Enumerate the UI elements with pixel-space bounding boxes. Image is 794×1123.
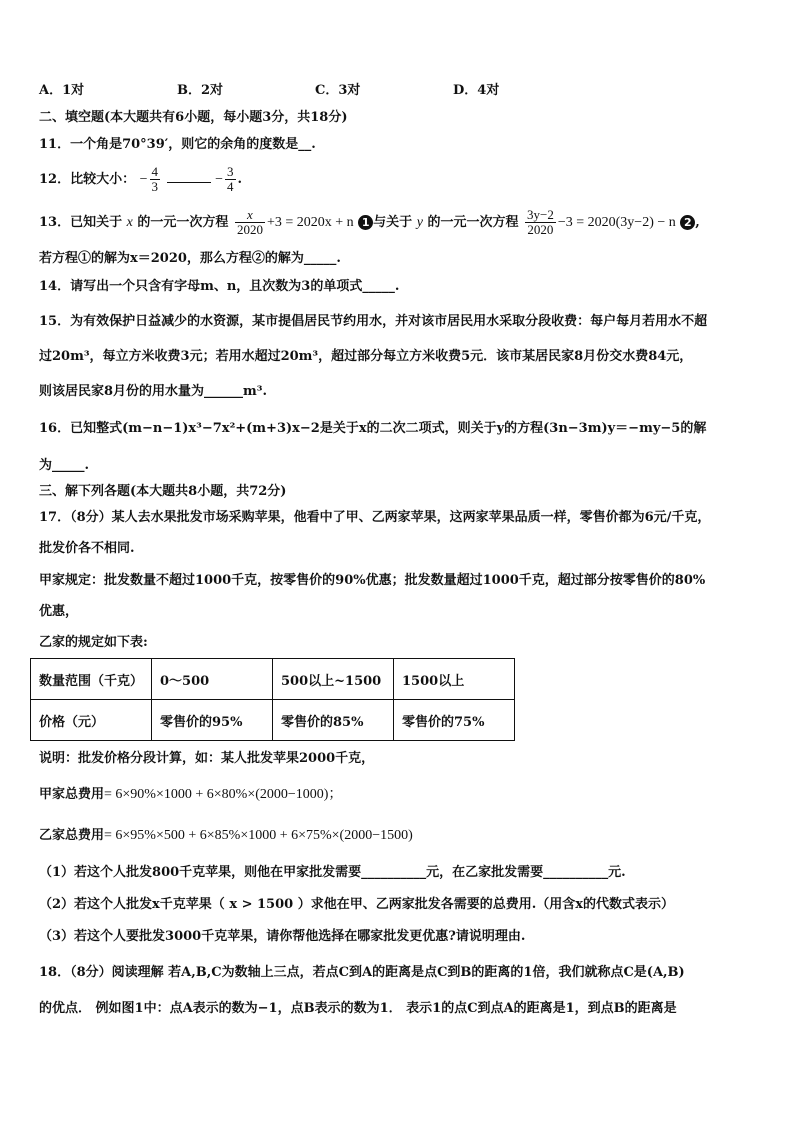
option-b: B．2对 bbox=[177, 83, 224, 98]
question-13-line2: 若方程①的解为x＝2020，那么方程②的解为_____. bbox=[39, 251, 341, 266]
fraction-eq2: $\frac{3y-2}{2020}$ bbox=[527, 207, 554, 237]
question-text: 比较大小： bbox=[70, 172, 136, 187]
fraction-eq1: $\frac{x}{2020}$ bbox=[236, 207, 263, 237]
table-cell: 价格（元） bbox=[31, 700, 152, 741]
question-15: 15．为有效保护日益减少的水资源，某市提倡居民节约用水，并对该市居民用水采取分段收费：每户每月若用水不超 bbox=[39, 314, 708, 329]
table-cell: 零售价的95% bbox=[152, 700, 273, 741]
circled-2-icon: 2 bbox=[680, 215, 695, 230]
question-17-line2: 批发价各不相同. bbox=[39, 541, 135, 556]
table-cell: 0～500 bbox=[152, 659, 273, 700]
table-row bbox=[31, 659, 515, 700]
option-a: A．1对 bbox=[39, 83, 85, 98]
option-d: D．4对 bbox=[453, 83, 500, 98]
question-text: 一个角是70°39′，则它的余角的度数是__. bbox=[70, 137, 316, 152]
circled-1-icon: 1 bbox=[358, 215, 373, 230]
question-17-line4: 优惠， bbox=[39, 604, 79, 619]
pricing-table bbox=[30, 658, 515, 741]
question-11 bbox=[39, 136, 316, 154]
question-number: 12． bbox=[39, 172, 71, 187]
question-17: 17．（8分）某人去水果批发市场采购苹果，他看中了甲、乙两家苹果，这两家苹果品质一样，零售价都为6元/千克， bbox=[39, 510, 711, 525]
fraction-b: $\frac{3}{4}$ bbox=[227, 164, 234, 194]
question-number: 17． bbox=[39, 510, 71, 525]
question-13: 13．已知关于 x 的一元一次方程 $\frac{x}{2020}$ +3 = 2020x + n 1 与关于 y 的一元一次方程 $\frac{3y-2}{2020}$ −3 = 2020(3y−2) − n 2 , bbox=[39, 207, 700, 237]
section-heading: 三、解下列各题(本大题共8小题，共72分) bbox=[39, 484, 287, 499]
jia-cost-formula: 甲家总费用= 6×90%×1000 + 6×80%×(2000−1000)； bbox=[39, 787, 343, 802]
question-18-line2: 的优点． 例如图1中：点A表示的数为−1，点B表示的数为1． 表示1的点C到点A的距离是1，到点B的距离是 bbox=[39, 1001, 677, 1016]
table-cell: 500以上~1500 bbox=[273, 659, 394, 700]
option-c: C．3对 bbox=[315, 83, 361, 98]
table-cell: 1500以上 bbox=[394, 659, 515, 700]
table-cell: 零售价的85% bbox=[273, 700, 394, 741]
question-17-line3: 甲家规定：批发数量不超过1000千克，按零售价的90%优惠；批发数量超过1000千克，超过部分按零售价的80% bbox=[39, 573, 706, 588]
question-17-line5: 乙家的规定如下表: bbox=[39, 635, 148, 650]
sub-question-3: （3）若这个人要批发3000千克苹果，请你帮他选择在哪家批发更优惠?请说明理由. bbox=[39, 929, 526, 944]
question-16-line2: 为_____. bbox=[39, 458, 90, 473]
sub-question-2: （2）若这个人批发x千克苹果（ x > 1500 ）求他在甲、乙两家批发各需要的总费用.（用含x的代数式表示） bbox=[39, 897, 675, 912]
question-number: 11． bbox=[39, 137, 71, 152]
question-number: 15． bbox=[39, 314, 71, 329]
note-text: 说明：批发价格分段计算，如：某人批发苹果2000千克， bbox=[39, 751, 375, 766]
table-cell: 数量范围（千克） bbox=[31, 659, 152, 700]
question-number: 13． bbox=[39, 215, 71, 230]
question-16: 16．已知整式(m−n−1)x³−7x²+(m+3)x−2是关于x的二次二项式，则关于y的方程(3n−3m)y＝−my−5的解 bbox=[39, 421, 707, 436]
question-15-line3: 则该居民家8月份的用水量为______m³. bbox=[39, 384, 268, 399]
sub-question-1: （1）若这个人批发800千克苹果，则他在甲家批发需要__________元，在乙家批发需要__________元. bbox=[39, 865, 626, 880]
question-15-line2: 过20m³，每立方米收费3元；若用水超过20m³，超过部分每立方米收费5元．该市某居民家8月份交水费84元， bbox=[39, 349, 693, 364]
yi-cost-formula: 乙家总费用= 6×95%×500 + 6×85%×1000 + 6×75%×(2000−1500) bbox=[39, 828, 413, 843]
question-14: 14．请写出一个只含有字母m、n，且次数为3的单项式_____. bbox=[39, 279, 400, 294]
question-number: 18． bbox=[39, 965, 71, 980]
section-heading: 二、填空题(本大题共有6小题，每小题3分，共18分) bbox=[39, 110, 348, 125]
question-12: 12．比较大小： − $\frac{4}{3}$ − $\frac{3}{4}$ . bbox=[39, 164, 243, 194]
question-number: 16． bbox=[39, 421, 71, 436]
question-18: 18．（8分）阅读理解 若A,B,C为数轴上三点，若点C到A的距离是点C到B的距离的1倍，我们就称点C是(A,B) bbox=[39, 965, 685, 980]
table-row bbox=[31, 700, 515, 741]
question-number: 14． bbox=[39, 279, 71, 294]
table-cell: 零售价的75% bbox=[394, 700, 515, 741]
fraction-a: $\frac{4}{3}$ bbox=[151, 164, 159, 194]
